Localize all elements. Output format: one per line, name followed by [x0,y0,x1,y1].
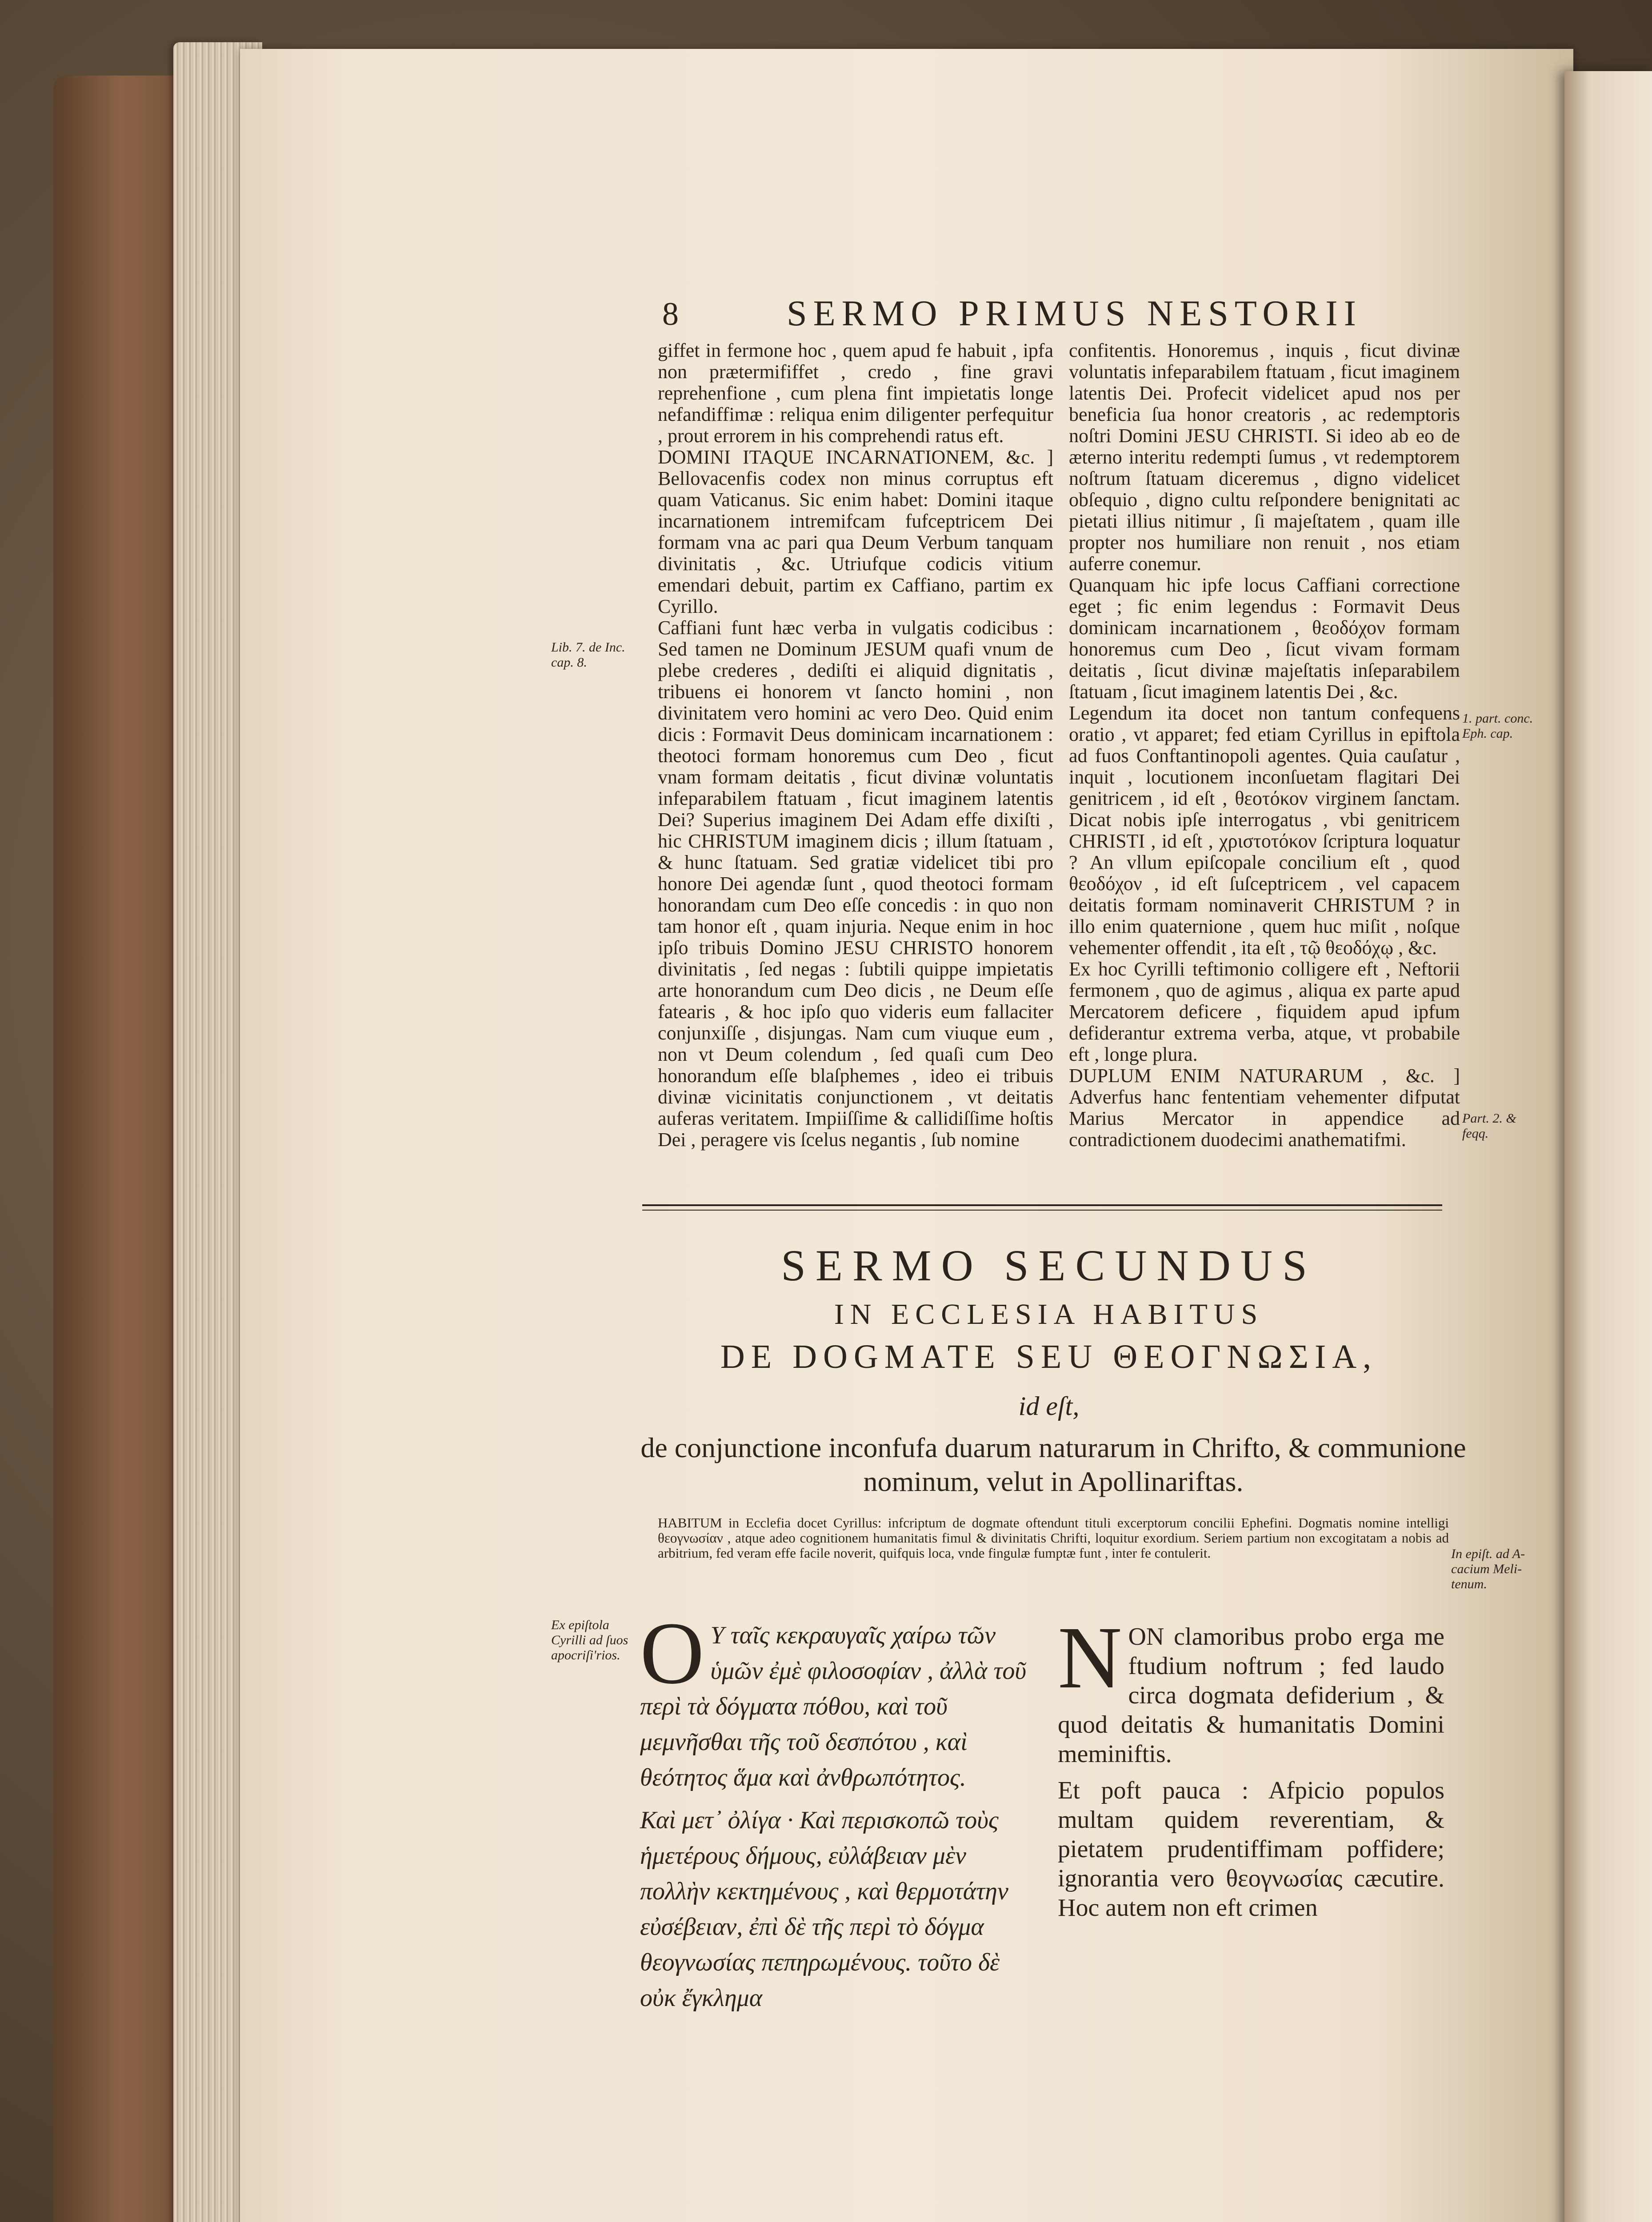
argument-paragraph: HABITUM in Ecclefia docet Cyrillus: infcriptum de dogmate oftendunt tituli excerptorum concilii Ephefini. Dogmatis nomine intelligi θεογνωσίαν , atque adeo cognitionem humanitatis fimul & divinitatis Chrifti, loquitur exordium. Seriem partium non excogitatam a nobis ad arbitrium, fed veram effe facile noverit, quifquis loca, vnde fingulæ fumptæ funt , inter fe contulerit. [658,1515,1449,1561]
next-page-edge [1564,71,1652,2222]
top-column-right [1069,340,1460,1162]
running-title: SERMO PRIMUS NESTORII [787,293,1362,333]
section-subtitle: IN ECCLESIA HABITUS [834,1298,1264,1331]
paragraph: confitentis. Honoremus , inquis , ficut divinæ voluntatis infeparabilem ftatuam , ficut imaginem latentis Dei. Profecit videlicet apud nos per beneficia ſua honor creatoris , ac redemptoris noſtri Domini JESU CHRISTI. Si ideo ab eo de æterno interitu redempti ſumus , vt redemptorem noſtrum ſtatuam diceremus , digno videlicet obſequio , digno cultu reſpondere benignitati ac pietati illius nitimur , ſi majeſtatem , quam ille propter nos humiliare non renuit , nos etiam auferre conemur. [1069,340,1460,575]
section-subtitle: DE DOGMATE SEU ΘΕΟΓΝΩΣΙΑ, [720,1338,1378,1375]
paragraph: Caffiani funt hæc verba in vulgatis codicibus : Sed tamen ne Dominum JESUM quafi vnum de plebe crederes , dediſti ei aliquid dignitatis , tribuens ei honorem vt ſancto homini , non divinitatem vero homini ac vero Deo. Quid enim dicis : Formavit Deus dominicam incarnationem : theotoci formam honoremus cum Deo , ficut vnam formam deitatis , ficut divinæ voluntatis infeparabilem ftatuam , ficut imaginem latentis Dei? Superius imaginem Dei Adam effe dixiſti , hic CHRISTUM imaginem dicis ; illum ſtatuam , & hunc ſtatuam. Sed gratiæ videlicet tibi pro honore Dei agendæ ſunt , quod theotoci formam honorandam cum Deo eſſe concedis : in quo non tam honor eſt , quam injuria. Neque enim in hoc ipſo tribuis Domino JESU CHRISTO honorem divinitatis , ſed negas : ſubtili quippe impietatis arte honorandum cum Deo dicis , ne Deum eſſe fatearis , & hoc ipſo quo videris eum fallaciter conjunxiſſe , disjungas. Nam cum viuque eum , non vt Deum colendum , ſed quaſi cum Deo honorandum eſſe blaſphemes , ideo ei tribuis divinæ vicinitatis conjunctionem , vt deitatis auferas veritatem. Impiiſſime & callidiſſime hoſtis Dei , peragere vis ſcelus negantis , ſub nomine [658,617,1053,1151]
section-description: de conjunctione inconfufa duarum naturarum in Chrifto, & communione nominum, velut in Apollinariftas. [640,1432,1466,1497]
margin-note: Ex epiſtola Cyrilli ad ſuos apocriſi'rios. [551,1618,628,1663]
section-subtitle: id eſt, [1018,1391,1080,1421]
paragraph: Υ ταῖς κεκραυγαῖς χαίρω τῶν ὑμῶν ἐμὲ φιλοσοφίαν , ἀλλὰ τοῦ περὶ τὰ δόγματα πόθου, καὶ τοῦ μεμνῆσθαι τῆς τοῦ δεσπότου , καὶ θεότητος ἅμα καὶ ἀνθρωπότητος. [640,1622,1027,1791]
paragraph: ON clamoribus probo erga me ftudium noftrum ; fed laudo circa dogmata defiderium , & quod deitatis & humanitatis Domini meminiftis. [1058,1623,1444,1768]
margin-note: In epiſt. ad A- cacium Meli- tenum. [1451,1547,1525,1591]
drop-cap: O [640,1604,704,1702]
paragraph: Καὶ μετ᾽ ὀλίγα · Καὶ περισκοπῶ τοὺς ἡμετέρους δήμους, εὐλάβειαν μὲν πολλὴν κεκτημένους , καὶ θερμοτάτην εὐσέβειαν, ἐπὶ δὲ τῆς περὶ τὸ δόγμα θεογνωσίας πεπηρωμένους. τοῦτο δὲ οὐκ ἔγκλημα [640,1806,1008,2012]
paragraph: giffet in fermone hoc , quem apud fe habuit , ipfa non prætermififfet , credo , fine gravi reprehenfione , cum plena fint impietatis longe nefandiffimæ : reliqua enim diligenter perfequitur , prout errorem in his comprehendi ratus eft. [658,340,1053,447]
margin-note: Part. 2. & feqq. [1462,1111,1516,1141]
top-column-left [658,340,1053,1162]
section-divider [642,1204,1442,1211]
page-number: 8 [662,296,679,332]
paragraph: Ex hoc Cyrilli teftimonio colligere eft , Neftorii fermonem , quo de agimus , aliqua ex parte apud Mercatorem deficere , fiquidem apud ipfum defiderantur extrema verba, atque, vt probabile eft , longe plura. [1069,958,1460,1065]
greek-column [640,1604,1040,2023]
paragraph: DUPLUM ENIM NATURARUM , &c. ] Adverfus hanc fententiam vehementer difputat Marius Mercator in appendice ad contradictionem duodecimi anathematifmi. [1069,1065,1460,1151]
paragraph: Et poft pauca : Afpicio populos multam quidem reverentiam, & pietatem prudentiffimam poffidere; ignorantia vero θεογνωσίας cæcutire. Hoc autem non eft crimen [1058,1777,1444,1922]
latin-column [1058,1609,1444,1930]
paragraph: DOMINI ITAQUE INCARNATIONEM, &c. ] Bellovacenfis codex non minus corruptus eft quam Vaticanus. Sic enim habet: Domini itaque incarnationem intremifcam fufceptricem Dei formam vna ac pari qua Deum Verbum tanquam divinitatis , &c. Utriufque codicis vitium emendari debuit, partim ex Caffiano, partim ex Cyrillo. [658,446,1053,617]
margin-note: 1. part. conc. Eph. cap. [1462,711,1533,741]
section-title: SERMO SECUNDUS [781,1241,1317,1290]
paragraph: Quanquam hic ipfe locus Caffiani correctione eget ; fic enim legendus : Formavit Deus dominicam incarnationem , θεοδόχον formam honoremus cum Deo , ſicut vivam formam deitatis , ſicut divinæ majeſtatis inſeparabilem ſtatuam , ſicut imaginem latentis Dei , &c. [1069,574,1460,703]
margin-note: Lib. 7. de Inc. cap. 8. [551,640,625,670]
drop-cap: N [1058,1609,1122,1707]
paragraph: Legendum ita docet non tantum confequens oratio , vt apparet; fed etiam Cyrillus in epiftola ad fuos Conftantinopoli agentes. Quia cauſatur , inquit , locutionem inconſuetam flagitari Dei genitricem , id eſt , θεοτόκον virginem ſanctam. Dicat nobis ipſe interrogatus , vbi genitricem CHRISTI , id eſt , χριστοτόκον ſcriptura loquatur ? An vllum epiſcopale concilium eſt , quod θεοδόχον , id eſt ſuſceptricem , vel capacem deitatis formam nominaverit CHRISTUM ? in illo enim quaternione , quem huc miſit , noſque vehementer offendit , ita eſt , τῷ θεοδόχῳ , &c. [1069,702,1460,959]
